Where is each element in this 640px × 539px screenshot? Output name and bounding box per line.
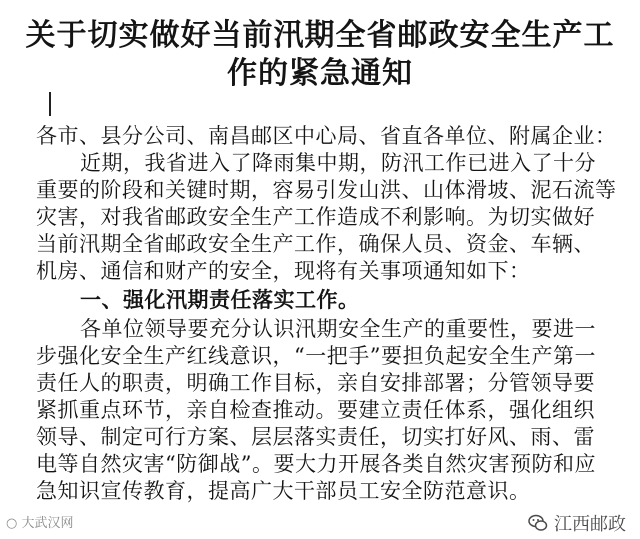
wechat-watermark [528, 510, 626, 536]
text-cursor [49, 92, 51, 116]
body-line: 重要的阶段和关键时期，容易引发山洪、山体滑坡、泥石流等 [36, 178, 617, 202]
body-line: 灾害，对我省邮政安全生产工作造成不利影响。为切实做好 [36, 205, 595, 229]
wechat-watermark-label: 江西邮政 [554, 514, 626, 535]
body-line: 责任人的职责，明确工作目标，亲自安排部署；分管领导要 [36, 371, 595, 395]
wechat-icon [528, 513, 548, 533]
body-line: 步强化安全生产红线意识，“一把手”要担负起安全生产第一 [36, 344, 596, 368]
body-line: 紧抓重点环节，亲自检查推动。要建立责任体系，强化组织 [36, 398, 595, 422]
body-line: 电等自然灾害“防御战”。要大力开展各类自然灾害预防和应 [36, 452, 596, 476]
document-title-line-1: 关于切实做好当前汛期全省邮政安全生产工 [25, 18, 615, 53]
body-line: 机房、通信和财产的安全，现将有关事项通知如下： [36, 259, 531, 283]
section-heading: 一、强化汛期责任落实工作。 [80, 287, 360, 312]
addressee-line: 各市、县分公司、南昌邮区中心局、省直各单位、附属企业： [36, 124, 617, 148]
weibo-watermark-label: 大武汉网 [21, 516, 74, 531]
weibo-icon: ○ [6, 516, 18, 531]
document-title-line-2: 作的紧急通知 [227, 56, 413, 91]
body-line: 领导、制定可行方案、层层落实责任，切实打好风、雨、雷 [36, 425, 595, 449]
weibo-watermark [6, 512, 74, 531]
body-line: 各单位领导要充分认识汛期安全生产的重要性，要进一 [80, 317, 596, 341]
body-line: 近期，我省进入了降雨集中期，防汛工作已进入了十分 [80, 151, 596, 175]
body-line: 急知识宣传教育，提高广大干部员工安全防范意识。 [36, 479, 531, 503]
body-line: 当前汛期全省邮政安全生产工作，确保人员、资金、车辆、 [36, 232, 595, 256]
